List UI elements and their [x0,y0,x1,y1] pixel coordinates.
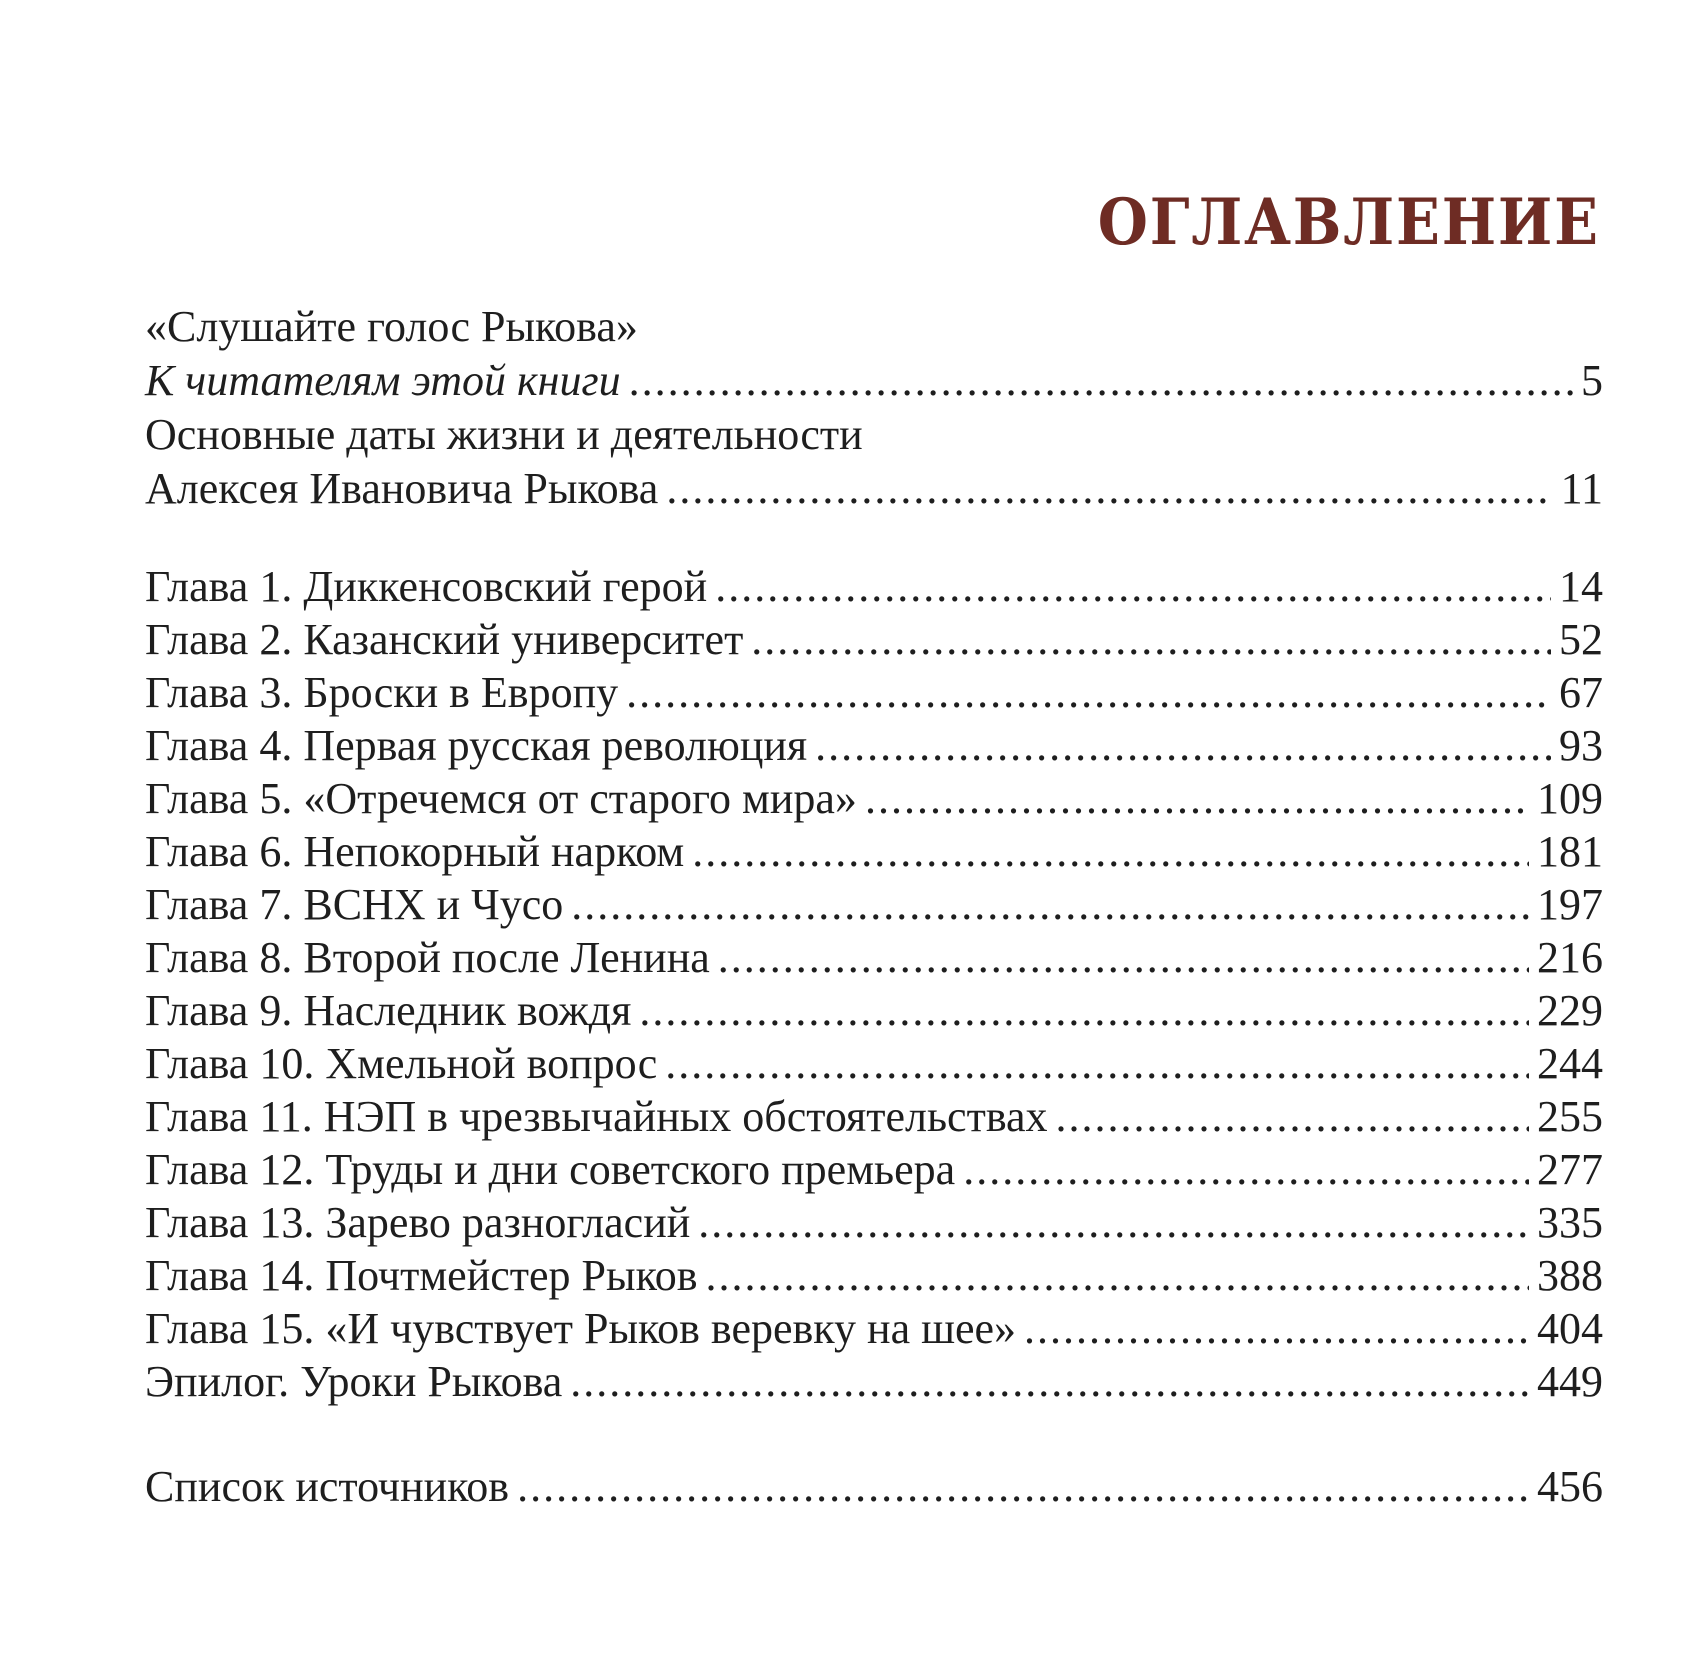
toc-page-number: 216 [1537,933,1603,982]
toc-entry-chapter[interactable] [145,560,1603,613]
toc-entry-title: Глава 11. НЭП в чрезвычайных обстоятельствах [145,1092,1048,1141]
dot-leader [963,1143,1529,1196]
toc-entry-title: Глава 13. Зарево разногласий [145,1198,691,1247]
toc-entry-title: «Слушайте голос Рыкова» [145,302,638,351]
toc-entry-title: Эпилог. Уроки Рыкова [145,1357,563,1406]
toc-entry-title: Глава 3. Броски в Европу [145,668,619,717]
toc-page-number: 93 [1559,721,1603,770]
toc-entry-chapter[interactable] [145,1355,1603,1408]
toc-page-number: 229 [1537,986,1603,1035]
toc-entry-chapter[interactable] [145,825,1603,878]
toc-entry-chapter[interactable] [145,1143,1603,1196]
toc-page-number: 109 [1537,774,1603,823]
dot-leader [1024,1302,1529,1355]
toc-entry-chapter[interactable] [145,878,1603,931]
table-of-contents [145,300,1603,1514]
section-spacer [145,1408,1603,1460]
toc-page-number: 52 [1559,615,1603,664]
toc-entry-dates-line1 [145,408,1603,462]
toc-entry-chapter[interactable] [145,666,1603,719]
toc-entry-title: Глава 2. Казанский университет [145,615,744,664]
toc-page-number: 11 [1560,464,1603,513]
dot-leader [571,878,1529,931]
toc-page-number: 404 [1537,1304,1603,1353]
dot-leader [639,984,1529,1037]
toc-page-number: 449 [1537,1357,1603,1406]
toc-entry-title: Список источников [145,1462,510,1511]
toc-entry-preface[interactable] [145,354,1603,408]
toc-entry-chapter[interactable] [145,613,1603,666]
dot-leader [706,1249,1530,1302]
toc-page-number: 181 [1537,827,1603,876]
toc-page-number: 388 [1537,1251,1603,1300]
dot-leader [629,354,1573,408]
toc-page-number: 67 [1559,668,1603,717]
toc-entry-chapter[interactable] [145,719,1603,772]
toc-page-number: 255 [1537,1092,1603,1141]
toc-page-number: 335 [1537,1198,1603,1247]
toc-page-number: 456 [1537,1462,1603,1511]
dot-leader [517,1460,1529,1514]
dot-leader [815,719,1551,772]
dot-leader [570,1355,1529,1408]
toc-entry-title: Глава 6. Непокорный нарком [145,827,685,876]
toc-entry-chapter[interactable] [145,1249,1603,1302]
dot-leader [1056,1090,1529,1143]
section-spacer [145,516,1603,560]
dot-leader [626,666,1551,719]
toc-entry-title: Глава 12. Труды и дни советского премьера [145,1145,956,1194]
toc-entry-title: Алексея Ивановича Рыкова [145,464,659,513]
dot-leader [698,1196,1529,1249]
toc-entry-chapter[interactable] [145,1037,1603,1090]
toc-entry-sources[interactable] [145,1460,1603,1514]
dot-leader [666,462,1552,516]
toc-entry-title: Глава 4. Первая русская революция [145,721,808,770]
dot-leader [665,1037,1529,1090]
toc-page-number: 5 [1581,356,1603,405]
dot-leader [715,560,1551,613]
toc-entry-title: Глава 10. Хмельной вопрос [145,1039,658,1088]
toc-entry-title: Глава 5. «Отречемся от старого мира» [145,774,857,823]
chapter-list [145,560,1603,1408]
toc-page-number: 244 [1537,1039,1603,1088]
dot-leader [751,613,1551,666]
toc-entry-chapter[interactable] [145,772,1603,825]
toc-entry-title: Основные даты жизни и деятельности [145,410,863,459]
toc-entry-preface-line1 [145,300,1603,354]
dot-leader [692,825,1529,878]
toc-page-number: 197 [1537,880,1603,929]
toc-page-number: 277 [1537,1145,1603,1194]
toc-entry-title: Глава 14. Почтмейстер Рыков [145,1251,698,1300]
toc-entry-chapter[interactable] [145,1090,1603,1143]
toc-entry-chapter[interactable] [145,984,1603,1037]
toc-entry-title: Глава 15. «И чувствует Рыков веревку на шее» [145,1304,1017,1353]
dot-leader [865,772,1529,825]
toc-entry-chapter[interactable] [145,931,1603,984]
toc-entry-title: Глава 7. ВСНХ и Чусо [145,880,564,929]
toc-entry-title: Глава 9. Наследник вождя [145,986,632,1035]
toc-entry-title: Глава 8. Второй после Ленина [145,933,710,982]
toc-entry-chapter[interactable] [145,1196,1603,1249]
toc-entry-title: Глава 1. Диккенсовский герой [145,562,708,611]
toc-entry-title: К читателям этой книги [145,356,621,405]
page-title: ОГЛАВЛЕНИЕ [1097,184,1600,260]
toc-entry-dates[interactable] [145,462,1603,516]
toc-page-number: 14 [1559,562,1603,611]
toc-entry-chapter[interactable] [145,1302,1603,1355]
dot-leader [718,931,1529,984]
